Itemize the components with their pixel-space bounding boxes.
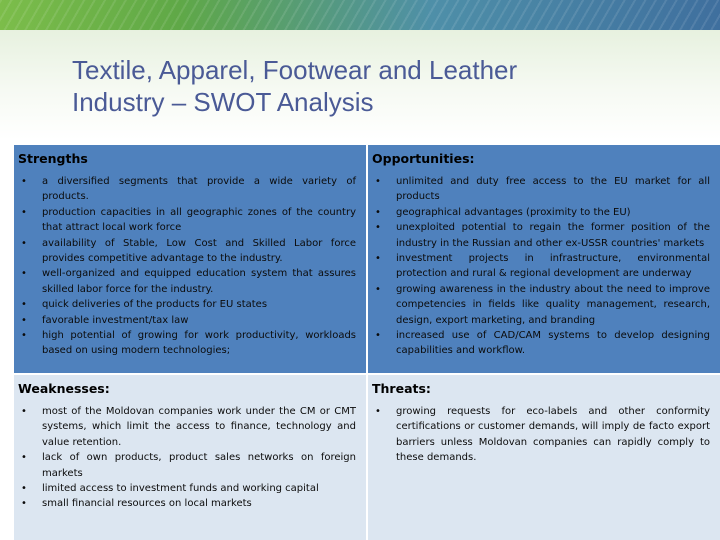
header-texture	[0, 0, 720, 30]
list-item	[372, 174, 710, 205]
list-item-text: high potential of growing for work productivity, workloads based on using modern technologies;	[42, 330, 356, 357]
list-item-text: favorable investment/tax law	[42, 314, 189, 326]
list-item	[18, 328, 356, 359]
list-item	[372, 205, 710, 220]
bullet-marker: •	[21, 406, 27, 417]
list-item	[372, 220, 710, 251]
list-item	[18, 174, 356, 205]
opportunities-quadrant	[368, 145, 720, 373]
bullet-marker: •	[21, 330, 27, 342]
strengths-list	[18, 174, 356, 359]
threats-list	[372, 404, 710, 466]
list-item-text: production capacities in all geographic zones of the country that attract local work force	[42, 206, 356, 234]
opportunities-list	[372, 174, 710, 359]
bullet-marker: •	[21, 498, 27, 510]
bullet-marker: •	[375, 330, 381, 342]
list-item-text: unexploited potential to regain the former position of the industry in the Russian and other ex-USSR countries' markets	[396, 222, 710, 249]
list-item	[18, 496, 356, 511]
list-item	[372, 282, 710, 328]
list-item-text: availability of Stable, Low Cost and Skilled Labor force provides competitive advantage to the industry.	[42, 237, 356, 265]
weaknesses-heading: Weaknesses:	[18, 381, 110, 396]
threats-heading: Threats:	[372, 381, 431, 396]
list-item	[18, 236, 356, 267]
list-item-text: most of the Moldovan companies work under the CM or CMT systems, which limit the access to finance, technology and value retention.	[42, 406, 356, 448]
strengths-heading: Strengths	[18, 151, 88, 166]
bullet-marker: •	[21, 268, 27, 280]
slide-title	[72, 54, 692, 118]
bullet-marker: •	[375, 406, 381, 417]
opportunities-heading: Opportunities:	[372, 151, 475, 166]
slide-title-line-2: Industry – SWOT Analysis	[72, 87, 374, 117]
list-item-text: lack of own products, product sales networks on foreign markets	[42, 452, 356, 479]
bullet-marker: •	[375, 206, 381, 218]
list-item	[18, 266, 356, 297]
list-item-text: growing awareness in the industry about the need to improve competencies in fields like quality management, research, design, export marketing, and branding	[396, 283, 710, 326]
bullet-marker: •	[21, 452, 27, 464]
list-item	[18, 481, 356, 496]
list-item-text: investment projects in infrastructure, environmental protection and rural & regional development are underway	[396, 253, 710, 280]
list-item	[18, 404, 356, 450]
list-item	[372, 404, 710, 466]
list-item-text: unlimited and duty free access to the EU market for all products	[396, 176, 710, 203]
bullet-marker: •	[375, 283, 381, 295]
swot-grid	[14, 145, 720, 540]
header-band	[0, 0, 720, 30]
list-item	[18, 313, 356, 328]
list-item-text: increased use of CAD/CAM systems to develop designing capabilities and workflow.	[396, 330, 710, 357]
list-item-text: well-organized and equipped education system that assures skilled labor force for the industry.	[42, 268, 356, 295]
list-item-text: limited access to investment funds and working capital	[42, 483, 319, 495]
list-item-text: growing requests for eco-labels and other conformity certifications or customer demands, will imply de facto export barriers unless Moldovan companies can rapidly comply to these demands.	[396, 406, 710, 464]
bullet-marker: •	[21, 483, 27, 495]
list-item-text: geographical advantages (proximity to the EU)	[396, 206, 631, 218]
slide-title-line-1: Textile, Apparel, Footwear and Leather	[72, 55, 518, 85]
weaknesses-list	[18, 404, 356, 512]
list-item	[18, 205, 356, 236]
bullet-marker: •	[21, 237, 27, 249]
threats-quadrant	[368, 375, 720, 540]
list-item-text: small financial resources on local markets	[42, 498, 252, 510]
bullet-marker: •	[21, 206, 27, 218]
list-item-text: quick deliveries of the products for EU states	[42, 299, 268, 311]
list-item	[18, 297, 356, 312]
list-item	[18, 450, 356, 481]
list-item	[372, 251, 710, 282]
weaknesses-quadrant	[14, 375, 366, 540]
bullet-marker: •	[375, 222, 381, 234]
bullet-marker: •	[21, 176, 27, 187]
bullet-marker: •	[375, 253, 381, 265]
bullet-marker: •	[21, 314, 27, 326]
strengths-quadrant	[14, 145, 366, 373]
list-item-text: a diversified segments that provide a wide variety of products.	[42, 176, 356, 203]
list-item	[372, 328, 710, 359]
bullet-marker: •	[375, 176, 381, 187]
bullet-marker: •	[21, 299, 27, 311]
